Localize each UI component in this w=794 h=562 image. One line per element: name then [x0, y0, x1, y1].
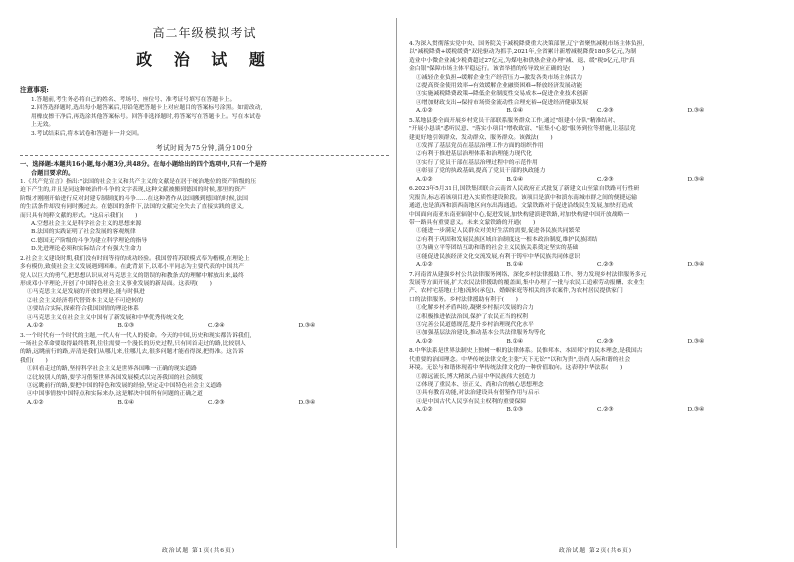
question-stem: 的生活条件却没有同时搬过去。在德国的条件下,法国的文献完全失去了直接实践的意义, — [20, 204, 244, 211]
option: ②体现了重民本、崇正义、尚和合的核心思想理念 — [416, 382, 544, 388]
option: ③实施减税降费政策→降低企业制度性交易成本→促进企业技术创新 — [416, 91, 589, 98]
choice-b: B.①③ — [117, 322, 134, 329]
choice-a: A.①② — [27, 322, 44, 329]
answer-choices — [409, 406, 778, 415]
option: ①发挥了基层党员在基层治理工作方面的组织作用 — [416, 143, 544, 150]
answer-choices — [409, 176, 778, 185]
question-stem: 造业中小微企业减少税费超过27亿元,为煤电和供热企业办理"减、退、缓"税9亿元,用"真 — [409, 57, 635, 64]
question-stem: 的路,远眺前行的路,弄清是我们从哪儿来,往哪儿去,很多问题才能看得深,把得准。这告诉 — [20, 349, 244, 356]
choice-c: C.②④ — [208, 322, 225, 329]
option: ①马克思主义是发展的开放的理论,能与时俱进 — [27, 289, 145, 296]
page-right — [397, 0, 794, 562]
exam-title: 政 治 试 题 — [136, 50, 273, 69]
notes-heading: 注意事项: — [20, 86, 49, 94]
choice-d: D.③④ — [687, 407, 705, 414]
time-and-score: 考试时间为75分钟,满分100分 — [155, 144, 253, 153]
choice-a: A.①② — [416, 108, 433, 115]
note-line: 用橡皮擦干净后,再选涂其他答案标号。回答非选择题时,将答案写在答题卡上。写在本试卷 — [31, 113, 261, 120]
choice-a: A.①② — [416, 407, 433, 414]
choice-d: D.③④ — [687, 176, 705, 183]
question-1 — [20, 178, 389, 254]
option: ②积极推进依法治国,保护了农民正当的权利 — [416, 313, 528, 320]
note-line: 2.回答选择题时,选出每小题答案后,用铅笔把答题卡上对应题目的答案标号涂黑。如需改动, — [31, 105, 263, 112]
question-stem: 金白银"保障市场主体平稳运行。该省举措的传导效应正确的是( ) — [409, 66, 585, 73]
option: ①能进一步满足人民群众对美好生活的需要,促进各民族共同繁荣 — [416, 228, 581, 235]
option: ④加强基层法治建设,推动基本公共法律服务均等化 — [416, 330, 546, 337]
question-stem: 4.为深入贯彻落实党中央、国务院关于减税降费重大决策部署,辽宁省聚焦减税市场主体负担, — [409, 41, 645, 47]
option: A.空想社会主义是科学社会主义的思想来源 — [31, 221, 142, 228]
section-heading: 一、选择题:本题共16小题,每小题3分,共48分。在每小题给出的四个选项中,只有一个是符 — [20, 161, 267, 169]
question-2 — [20, 255, 389, 331]
question-stem: 口的法律服务。乡村法律援助有利于( ) — [409, 296, 518, 303]
question-6 — [409, 185, 778, 269]
choice-b: B.①④ — [506, 338, 523, 345]
option: ③为确立平等团结互助和谐的社会主义民族关系奠定坚实的基础 — [416, 245, 579, 252]
option: ④彰显了党的执政基础,提高了党员干部的执政能力 — [416, 168, 546, 175]
choice-c: C.②③ — [597, 261, 614, 268]
question-stem: 1.《共产党宣言》指出:"法国的社会主义和共产主义的文献是在居于统治地位的资产阶级的压 — [20, 179, 257, 186]
exam-subtitle: 高二年级模拟考试 — [152, 26, 257, 40]
question-stem: 迫下产生的,并且是同这种统治作斗争的文字表现,这种文献被搬到德国的时候,那里的资产 — [20, 187, 246, 194]
option: ④是中国古代人民享有民主权利的重要保障 — [416, 398, 527, 405]
option: ②提高资金使用效率→有效缓解企业融资困难→释放经济发展动能 — [416, 83, 583, 90]
option: ①回看走过的路,坚持科学社会主义是世界各国唯一正确的现实道路 — [27, 366, 197, 373]
section-heading: 合题目要求的。 — [31, 170, 75, 178]
question-stem: 8.中华法系是世界法制史上独树一帜的法律体系。民惟邦本、本固邦宁的民本理念,是我国古 — [409, 348, 643, 355]
question-stem: 形成邓小平理论,开创了中国特色社会主义事业发展的新局面。这表明( ) — [20, 280, 212, 287]
answer-choices — [20, 399, 389, 408]
question-7 — [409, 271, 778, 347]
option: ①减轻企业负担→缓解企业生产经营压力→激发各类市场主体活力 — [416, 74, 583, 81]
option: ②比较别人的路,要学习借鉴世界各国发展模式以完善我国的社会制度 — [27, 374, 203, 381]
answer-choices — [409, 261, 778, 270]
question-stem: 环境。无讼与和谐体现着中华传统法律文化的一种价值取向。这表明中华法系( ) — [409, 365, 623, 372]
choice-d: D.③④ — [687, 108, 705, 115]
choice-b: B.①④ — [506, 108, 523, 115]
choice-c: C.②③ — [597, 176, 614, 183]
choice-a: A.①② — [416, 176, 433, 183]
page-footer: 政治试题 第1页(共6页) — [161, 548, 236, 554]
question-stem: 建更好地引领群众、发动群众、服务群众。该做法( ) — [409, 134, 553, 141]
choice-b: B.①④ — [117, 399, 134, 406]
question-stem: 产、农村宅基地(土地)流转(承包)、婚姻家庭等相关的涉农案件,为农村居民提供家门 — [409, 288, 623, 295]
option: ②社会主义经济将代替资本主义是不可逆转的 — [27, 297, 143, 304]
question-stem: "开展小恳谈"悉听民意、"落实小项目"增收致富、"征集小心愿"服务到位等措施,让基层党 — [409, 126, 636, 133]
choice-a: A.①② — [416, 338, 433, 345]
answer-choices — [409, 107, 778, 116]
choice-d: D.③④ — [298, 399, 316, 406]
page-footer: 政治试题 第2页(共6页) — [558, 548, 633, 554]
question-stem: 中国面向南亚东南亚辐射中心,促进发展,加快构建滇建铁路,对加快构建中国开放战略一 — [409, 211, 630, 218]
choice-c: C.②③ — [597, 108, 614, 115]
question-5 — [409, 117, 778, 184]
option: B.法国的实践证明了社会发展的客观规律 — [31, 229, 136, 236]
option: ③要结合实际,探索符合我国国情的理论体系 — [27, 306, 139, 313]
question-stem: 3.一个时代有一个时代的主题,一代人有一代人的使命。今天的中国,历史和现实都告诉我们, — [20, 332, 252, 339]
question-stem: 一场社会革命要取得最终胜利,往往需要一个漫长的历史过程,只有回首走过的路,比较别人 — [20, 340, 246, 347]
option: ④能促进民族经济文化交流发展,有利于铸牢中华民族共同体意识 — [416, 253, 581, 260]
question-stem: 带一路具有重要意义。未来文蒙铁路的开通( ) — [409, 219, 536, 226]
question-stem: 而只具有纯粹文献的形式。"这启示我们( ) — [20, 212, 138, 219]
option: ②有利于推进基层治理体系和治理能力现代化 — [416, 151, 532, 158]
question-stem: 代重要的治国理念。中华传统法律文化主张"天下无讼""以和为贵",崇尚人际和谐的社会 — [409, 356, 631, 363]
choice-c: C.②③ — [208, 399, 225, 406]
question-stem: 党人以巨大的勇气,把思想认识从对马克思主义的错误的和教条式的理解中解放出来,最终 — [20, 272, 244, 279]
question-3 — [20, 332, 389, 408]
question-4 — [409, 40, 778, 116]
choice-c: C.②③ — [597, 407, 614, 414]
note-line: 3.考试结束后,将本试卷和答题卡一并交回。 — [31, 130, 143, 137]
option: ③具有教育功能,对法治建设具有借鉴作用与启示 — [416, 390, 540, 397]
note-line: 1.答题前,考生务必将自己的姓名、考场号、座位号、准考证号填写在答题卡上。 — [31, 97, 236, 103]
option: ①化解乡村矛盾纠纷,凝聚乡村振兴发展的合力 — [416, 305, 534, 312]
choice-d: D.③④ — [687, 261, 705, 268]
option: D.先进理论必须和实际结合才有强大生命力 — [31, 246, 142, 253]
question-stem: 5.某地县委全面开展乡村党员干部联系服务群众工作,通过"组建小分队"精准结对、 — [409, 117, 619, 124]
answer-choices — [20, 322, 389, 331]
choice-d: D.③④ — [687, 338, 705, 345]
choice-b: B.①③ — [506, 407, 523, 414]
dashed-divider — [20, 155, 389, 156]
option: ④增加财政支出→保持市场资金流动性合理充裕→促进经济健康发展 — [416, 99, 589, 106]
option: ③远眺前行的路,要把中国的特色和发展的经验,坚定走中国特色社会主义道路 — [27, 382, 222, 389]
option: ③完善公民道德规范,提升乡村治理现代化水平 — [416, 321, 534, 328]
question-stem: 2.社会主义建设时期,我们没有时间等待的成功经验。我国曾将苏联模式奉为楷模,在理论上 — [20, 255, 250, 262]
question-8 — [409, 347, 778, 414]
question-stem: 6.2023年5月31日,国铁集团联合云南省人民政府正式批复了新建文山至蒙自铁路可行性研 — [409, 186, 640, 193]
question-stem: 我们( ) — [20, 357, 48, 364]
option: C.德国无产阶级的斗争为建立科学理论的指导 — [31, 237, 148, 244]
choice-a: A.①② — [27, 399, 44, 406]
choice-c: C.②③ — [597, 338, 614, 345]
question-stem: 通道,也是滇西和滇西南地区向东出海通道。文蒙铁路对于促进沿线民生发展,加快打造成 — [409, 203, 633, 210]
choice-b: B.①④ — [506, 176, 523, 183]
question-stem: 多有模仿,致使社会主义发展遇到困难。在此背景下,以邓小平同志为主要代表的中国共产 — [20, 264, 244, 271]
choice-d: D.③④ — [298, 322, 316, 329]
question-stem: 以"减税降费+缓税缓费"双轮驱动为抓手,2021年,全省累计新增减税降费180多亿元,为制 — [409, 49, 637, 56]
question-stem: 究报告,标志着该项目进入实质性建设阶段。该项目是滇中和滇东南城市群之间的便捷运输 — [409, 194, 637, 201]
question-stem: 7.河南省从建强乡村公共法律服务网络、深化乡村法律援助工作、努力发现乡村法律服务多元 — [409, 271, 647, 278]
question-stem: 阶级才刚刚开始进行反对封建专制制度的斗争……在这种著作从法国搬到德国的时候,法国 — [20, 195, 248, 202]
choice-a: A.①② — [416, 261, 433, 268]
option: ②有利于巩固和发展民族区域自治制度这一根本政治制度,维护民族团结 — [416, 236, 598, 243]
question-stem: 发展等方面开展,扩大农民法律援助的覆盖面,集中办理了一批与农民工追索劳动报酬、农业生 — [409, 279, 645, 286]
option: ①源远流长,博大精深,凸显中华民族伟大创造力 — [416, 373, 536, 380]
note-line: 上无效。 — [31, 122, 55, 129]
option: ③实行了党员干部在基层治理过程中的示范作用 — [416, 159, 538, 166]
option: ④马克思主义在社会主义中国有了新发展和中华优秀传统文化 — [27, 314, 184, 321]
choice-b: B.①④ — [506, 261, 523, 268]
option: ④中国事情按中国特点和实际来办,这是解决中国所有问题的正确之道 — [27, 391, 203, 398]
answer-choices — [409, 338, 778, 347]
